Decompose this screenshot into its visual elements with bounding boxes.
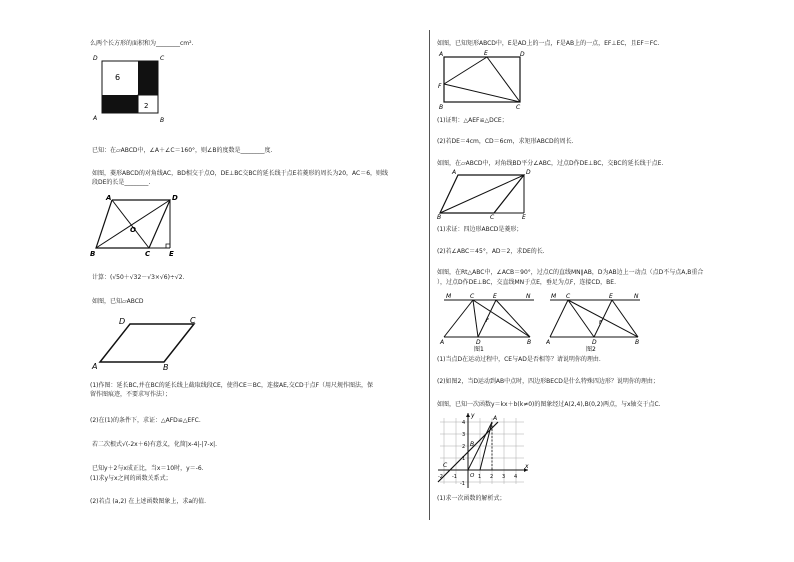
label-D: D bbox=[476, 339, 481, 346]
label-N: N bbox=[634, 293, 639, 300]
label-O: O bbox=[130, 226, 136, 234]
label-C: C bbox=[490, 214, 495, 220]
q10-part2: (2)如图2，当D运动到AB中点时，四边形BECD是什么特殊四边形？说明你的理由； bbox=[437, 378, 659, 385]
q1-number-6: 6 bbox=[115, 73, 121, 82]
label-A: A bbox=[452, 169, 457, 176]
q9-text: 如图，在▱ABCD中，对角线BD平分∠ABC，过点D作DE⊥BC，交BC的延长线于点E. bbox=[437, 160, 664, 167]
label-B: B bbox=[90, 250, 96, 258]
xtick-1: 1 bbox=[478, 474, 482, 480]
label-A: A bbox=[439, 51, 444, 58]
label-N: N bbox=[526, 293, 531, 300]
label-B: B bbox=[163, 363, 169, 372]
label-A: A bbox=[546, 339, 551, 346]
label-B: B bbox=[470, 441, 475, 448]
q9-parallelogram-figure bbox=[434, 168, 534, 220]
label-B: B bbox=[439, 104, 444, 110]
q7-line1: 已知y＋2与x成正比，当x＝10时，y＝-6. bbox=[92, 465, 204, 472]
label-A: A bbox=[93, 115, 98, 122]
q11-text: 如图，已知一次函数y＝kx＋b(k≠0)的图象经过A(2,4),B(0,2)两点，与x轴交于点C. bbox=[437, 401, 661, 408]
label-A: A bbox=[92, 362, 98, 371]
label-F: F bbox=[599, 320, 602, 326]
label-E: E bbox=[609, 293, 613, 300]
figure-caption-2: 图2 bbox=[586, 346, 596, 352]
label-D: D bbox=[592, 339, 597, 346]
q9-part2: (2)若∠ABC＝45°，AD＝2，求DE的长. bbox=[437, 248, 545, 255]
label-E: E bbox=[493, 293, 497, 300]
label-y: y bbox=[471, 412, 475, 419]
ytick-2: 2 bbox=[462, 444, 466, 450]
label-B: B bbox=[527, 339, 532, 346]
q10-line1: 如图，在Rt△ABC中，∠ACB＝90°，过点C的直线MN∥AB，D为AB边上一动点（点D不与点A,B重合 bbox=[437, 269, 704, 276]
label-D: D bbox=[119, 317, 126, 326]
label-D: D bbox=[172, 194, 178, 202]
q3-text-line1: 如图，菱形ABCD的对角线AC，BD相交于点O，DE⊥BC交BC的延长线于点E若菱形的周长为20，AC＝6，则线 bbox=[92, 170, 389, 177]
label-B: B bbox=[160, 117, 165, 124]
q7-line2: (1)求y与x之间的函数关系式； bbox=[90, 475, 172, 482]
label-A: A bbox=[440, 339, 445, 346]
xtick-3: 3 bbox=[502, 474, 506, 480]
q11-part1: (1)求一次函数的解析式； bbox=[437, 495, 506, 502]
q8-text: 如图，已知矩形ABCD中，E是AD上的一点，F是AB上的一点，EF⊥EC，且EF＝FC. bbox=[437, 40, 660, 47]
label-D: D bbox=[520, 51, 525, 58]
ytick-3: 3 bbox=[462, 432, 466, 438]
label-M: M bbox=[446, 293, 452, 300]
q1-text: 么两个长方形的面积和为________cm². bbox=[90, 40, 194, 47]
q10-figure-1 bbox=[438, 290, 538, 352]
label-C: C bbox=[190, 316, 196, 325]
q9-part1: (1)求证：四边形ABCD是菱形； bbox=[437, 226, 523, 233]
label-C: C bbox=[145, 250, 151, 258]
label-C: C bbox=[443, 462, 448, 469]
ytick-1: 1 bbox=[462, 456, 466, 462]
ytick-4: 4 bbox=[462, 420, 466, 426]
label-C: C bbox=[470, 293, 475, 300]
q3-text-line2: 段DE的长是________. bbox=[92, 179, 151, 186]
xtick-2: 2 bbox=[490, 474, 494, 480]
q4-text: 计算：(√50＋√32－√3×√6)÷√2. bbox=[92, 274, 185, 281]
label-M: M bbox=[551, 293, 557, 300]
label-x: x bbox=[525, 463, 529, 470]
figure-caption-1: 图1 bbox=[474, 346, 484, 352]
q5-parallelogram-figure bbox=[90, 312, 202, 372]
q8-rectangle-figure bbox=[436, 48, 526, 110]
label-A: A bbox=[106, 194, 112, 202]
label-D: D bbox=[526, 169, 531, 176]
q10-figure-2 bbox=[546, 290, 646, 352]
q5-text: 如图，已知▱ABCD bbox=[92, 298, 144, 305]
label-E: E bbox=[484, 50, 488, 57]
q10-line2: ），过点D作DE⊥BC，交直线MN于点E，垂足为点F，连接CD，BE. bbox=[437, 279, 616, 286]
q5-part1-line1: (1)作图：延长BC,并在BC的延长线上截取线段CE，使得CE＝BC，连接AE,交CD于点F（用尺规作图法，保 bbox=[90, 382, 374, 389]
label-F: F bbox=[486, 318, 489, 324]
label-E: E bbox=[169, 250, 174, 258]
q2-text: 已知：在▱ABCD中，∠A＋∠C＝160°，则∠B的度数是________度. bbox=[92, 147, 273, 154]
q5-part1-line2: 留作图痕迹，不要求写作法）； bbox=[90, 391, 172, 398]
label-O: O bbox=[470, 473, 475, 479]
q6-text: 若二次根式√(-2x＋6)有意义，化简|x-4|-|7-x|. bbox=[92, 441, 218, 448]
label-C: C bbox=[160, 55, 165, 62]
label-F: F bbox=[438, 83, 442, 90]
label-A: A bbox=[493, 415, 498, 422]
xtick-neg2: -2 bbox=[438, 474, 443, 480]
q11-graph-figure bbox=[436, 410, 532, 490]
ytick-neg1: -1 bbox=[460, 481, 465, 487]
q3-rhombus-figure bbox=[90, 192, 182, 260]
label-E: E bbox=[522, 214, 526, 220]
q1-figure bbox=[90, 52, 170, 124]
label-C: C bbox=[516, 104, 521, 110]
q8-part1: (1)证明：△AEF≌△DCE； bbox=[437, 117, 508, 124]
xtick-4: 4 bbox=[514, 474, 518, 480]
q1-number-2: 2 bbox=[144, 102, 149, 110]
xtick-neg1: -1 bbox=[452, 474, 457, 480]
q5-part2: (2)在(1)的条件下，求证：△AFD≌△EFC. bbox=[90, 417, 201, 424]
q8-part2: (2)若DE＝4cm，CD＝6cm，求矩形ABCD的周长. bbox=[437, 138, 574, 145]
q10-part1: (1)当点D在运动过程中，CE与AD是否相等？请说明你的理由. bbox=[437, 356, 601, 363]
column-divider bbox=[429, 30, 430, 520]
label-B: B bbox=[437, 214, 442, 220]
label-B: B bbox=[635, 339, 640, 346]
q7-line3: (2)若点 (a,2) 在上述函数图象上，求a的值. bbox=[90, 498, 206, 505]
label-C: C bbox=[566, 293, 571, 300]
label-D: D bbox=[93, 55, 98, 62]
